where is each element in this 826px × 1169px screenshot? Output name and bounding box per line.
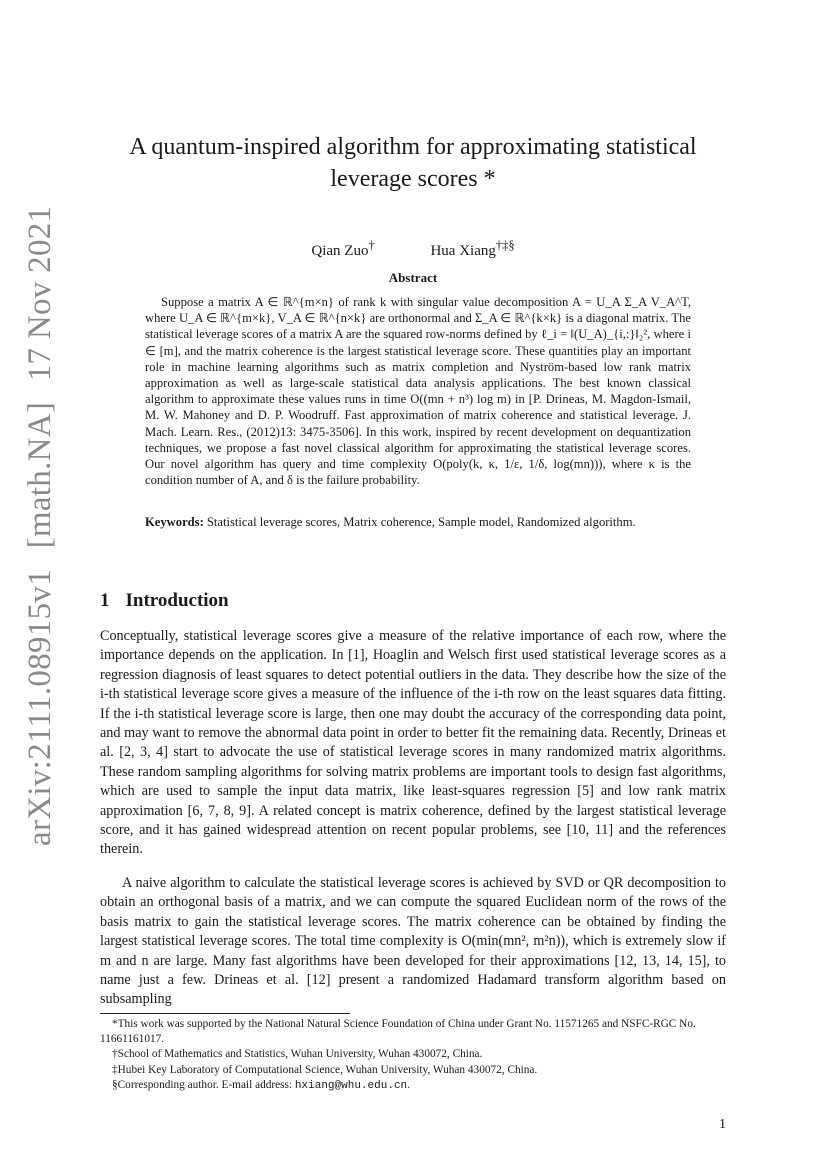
paragraph: Conceptually, statistical leverage scores give a measure of the relative importance of each row, where the importance depends on the application. In [1], Hoaglin and Welsch first used statistical leverage scores as a regression diagnosis of least squares to detect potential outliers in the data. They describe how the size of the i-th statistical leverage score gives a measure of the influence of the i-th row on the least squares data fitting. If the i-th statistical leverage score is large, then one may doubt the accuracy of the corresponding data point, and may want to remove the abnormal data point in order to better fit the remaining data. Recently, Drineas et al. [2, 3, 4] start to advocate the use of statistical leverage scores in many randomized matrix algorithms. These random sampling algorithms for solving matrix problems are important tools to design fast algorithms, which are used to sample the input data matrix, like least-squares regression [5] and low rank matrix approximation [6, 7, 8, 9]. A related concept is matrix coherence, defined by the largest statistical leverage score, and it has gained widespread attention on recent popular problems, see [10, 11] and the references therein. bbox=[100, 628, 726, 858]
author-list bbox=[100, 238, 726, 260]
author bbox=[430, 238, 515, 259]
arxiv-identifier: arXiv:2111.08915v1 bbox=[22, 568, 58, 846]
keywords-text: Statistical leverage scores, Matrix coherence, Sample model, Randomized algorithm. bbox=[206, 515, 636, 529]
author-marks: †‡§ bbox=[495, 238, 515, 252]
footnote: ‡Hubei Key Laboratory of Computational Science, Wuhan University, Wuhan 430072, China. bbox=[112, 1063, 538, 1076]
keywords bbox=[145, 514, 691, 530]
section-title: Introduction bbox=[125, 590, 229, 611]
author-name: Hua Xiang bbox=[430, 243, 496, 259]
footnote: †School of Mathematics and Statistics, Wuhan University, Wuhan 430072, China. bbox=[112, 1048, 483, 1061]
section-number: 1 bbox=[100, 590, 110, 611]
author-marks: † bbox=[368, 238, 375, 252]
title-line-2: leverage scores * bbox=[330, 166, 496, 192]
footnotes bbox=[100, 1017, 726, 1094]
section-heading bbox=[100, 590, 229, 612]
paragraph: A naive algorithm to calculate the statistical leverage scores is achieved by SVD or QR decomposition to obtain an orthogonal basis of a matrix, and we can compute the squared Euclidean norm of the rows of the basis matrix to gain the statistical leverage scores. The matrix coherence can be obtained by finding the largest statistical leverage scores. The total time complexity is O(min(mn², m²n)), which is extremely slow if m and n are large. Many fast algorithms have been developed for their approximations [12, 13, 14, 15], to name just a few. Drineas et al. [12] present a randomized Hadamard transform algorithm based on subsampling bbox=[100, 875, 726, 1008]
title-line-1: A quantum-inspired algorithm for approximating statistical bbox=[129, 134, 697, 160]
author bbox=[311, 238, 375, 259]
arxiv-date: 17 Nov 2021 bbox=[22, 205, 58, 382]
abstract-text: Suppose a matrix A ∈ ℝ^{m×n} of rank k with singular value decomposition A = U_A Σ_A V_A^T, where U_A ∈ ℝ^{m×k}, V_A ∈ ℝ^{n×k} are orthonormal and Σ_A ∈ ℝ^{k×k} is a diagonal matrix. The statistical leverage scores of a matrix A are the squared row-norms defined by ℓ_i = ‖(U_A)_{i,:}‖₂², where i ∈ [m], and the matrix coherence is the largest statistical leverage score. These quantities play an important role in machine learning algorithms such as matrix completion and Nyström-based low rank matrix approximation as well as large-scale statistical data analysis applications. The best known classical algorithm to approximate these values runs in time O((mn + n³) log m) in [P. Drineas, M. Magdon-Ismail, M. W. Mahoney and D. P. Woodruff. Fast approximation of matrix coherence and statistical leverage. J. Mach. Learn. Res., (2012)13: 3475-3506]. In this work, inspired by recent development on dequantization techniques, we propose a fast novel classical algorithm for approximating the statistical leverage scores. Our novel algorithm has query and time complexity O(poly(k, κ, 1/ε, 1/δ, log(mn))), where κ is the condition number of A, and δ is the failure probability. bbox=[145, 295, 691, 488]
arxiv-category: [math.NA] bbox=[22, 401, 58, 549]
author-name: Qian Zuo bbox=[311, 243, 369, 259]
abstract-heading: Abstract bbox=[388, 270, 438, 285]
paper-title bbox=[100, 131, 726, 195]
footnote-text: §Corresponding author. E-mail address: bbox=[112, 1078, 293, 1091]
keywords-label: Keywords: bbox=[145, 515, 204, 529]
footnote: *This work was supported by the National Natural Science Foundation of China under Grant No. 11571265 and NSFC-RGC No. 11661161017. bbox=[100, 1018, 696, 1046]
email-suffix: . bbox=[407, 1078, 410, 1091]
page-number: 1 bbox=[719, 1117, 726, 1132]
email-link[interactable]: hxiang@whu.edu.cn bbox=[294, 1079, 408, 1092]
arxiv-stamp bbox=[22, 205, 59, 846]
footnote-rule bbox=[100, 1013, 350, 1014]
footnote bbox=[100, 1078, 726, 1094]
